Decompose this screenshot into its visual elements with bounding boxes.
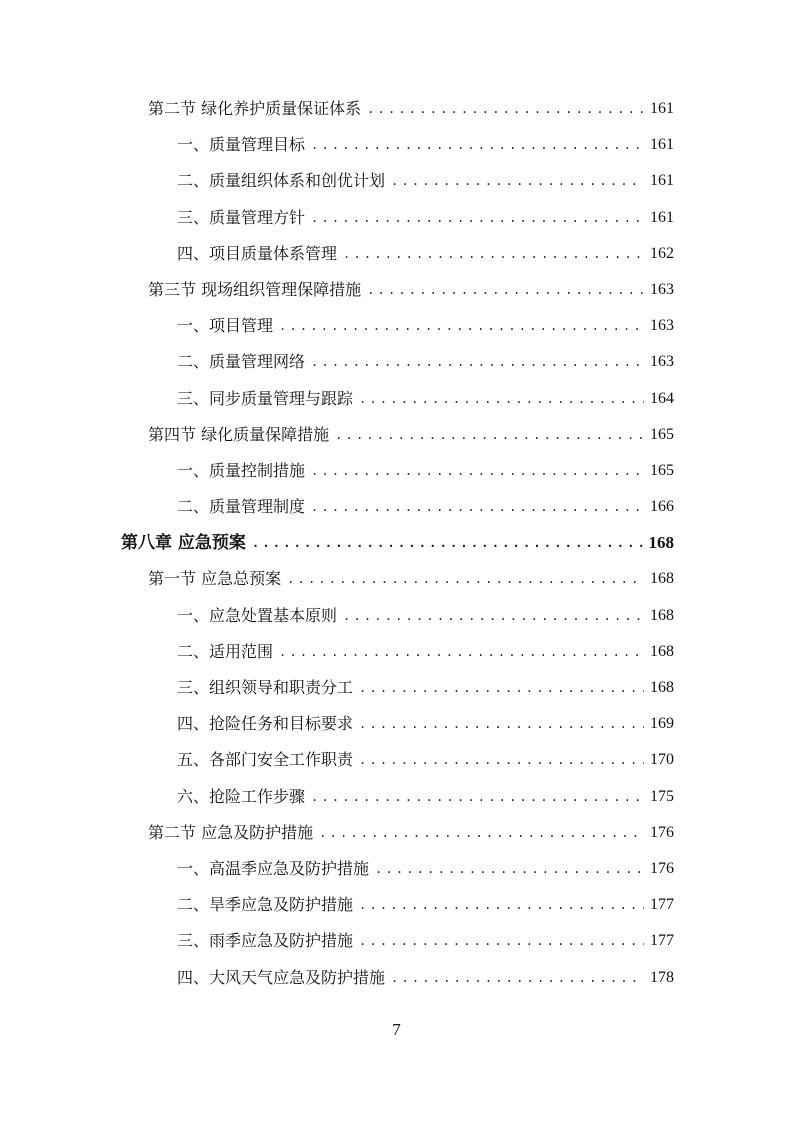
toc-section-entry[interactable] <box>0 91 793 127</box>
toc-subsection-entry[interactable] <box>0 742 793 778</box>
toc-dot-leader <box>391 960 644 996</box>
toc-dot-leader <box>311 779 644 815</box>
toc-entry-page: 166 <box>650 498 674 516</box>
toc-entry-page: 176 <box>650 859 674 877</box>
toc-dot-leader <box>367 91 644 127</box>
toc-section-entry[interactable] <box>0 815 793 851</box>
toc-entry-label: 第三节 现场组织管理保障措施 <box>148 279 362 299</box>
toc-entry-page: 175 <box>650 787 674 805</box>
toc-entry-page: 165 <box>650 461 674 479</box>
toc-subsection-entry[interactable] <box>0 598 793 634</box>
toc-entry-label: 第四节 绿化质量保障措施 <box>148 424 330 444</box>
toc-dot-leader <box>311 453 644 489</box>
toc-entry-label: 一、应急处置基本原则 <box>177 605 338 625</box>
toc-dot-leader <box>367 272 644 308</box>
toc-entry-page: 168 <box>650 642 674 660</box>
toc-entry-page: 168 <box>650 606 674 624</box>
toc-entry-label: 六、抢险工作步骤 <box>177 786 306 806</box>
toc-entry-page: 178 <box>650 968 674 986</box>
toc-section-entry[interactable] <box>0 272 793 308</box>
toc-subsection-entry[interactable] <box>0 163 793 199</box>
toc-subsection-entry[interactable] <box>0 236 793 272</box>
toc-dot-leader <box>311 344 644 380</box>
toc-entry-label: 一、高温季应急及防护措施 <box>177 858 370 878</box>
toc-subsection-entry[interactable] <box>0 634 793 670</box>
toc-entry-page: 161 <box>650 100 674 117</box>
toc-entry-page: 161 <box>650 208 674 226</box>
toc-section-entry[interactable] <box>0 417 793 453</box>
toc-entry-page: 168 <box>650 570 674 588</box>
toc-entry-page: 177 <box>650 896 674 914</box>
toc-dot-leader <box>343 598 644 634</box>
toc-entry-page: 163 <box>650 280 674 298</box>
page-number: 7 <box>392 1020 401 1039</box>
toc-dot-leader <box>319 815 644 851</box>
toc-dot-leader <box>252 525 644 561</box>
toc-entry-label: 四、大风天气应急及防护措施 <box>177 967 386 987</box>
toc-entry-label: 二、质量组织体系和创优计划 <box>177 171 386 191</box>
toc-subsection-entry[interactable] <box>0 779 793 815</box>
toc-entry-label: 三、质量管理方针 <box>177 207 306 227</box>
toc-subsection-entry[interactable] <box>0 127 793 163</box>
toc-entry-label: 第一节 应急总预案 <box>148 569 282 589</box>
toc-dot-leader <box>335 417 644 453</box>
toc-entry-label: 三、同步质量管理与跟踪 <box>177 388 354 408</box>
toc-entry-page: 168 <box>648 533 674 553</box>
toc-entry-page: 165 <box>650 425 674 443</box>
toc-entry-label: 四、项目质量体系管理 <box>177 243 338 263</box>
toc-dot-leader <box>311 200 644 236</box>
toc-entry-label: 二、适用范围 <box>177 641 274 661</box>
toc-entry-label: 一、项目管理 <box>177 316 274 336</box>
toc-subsection-entry[interactable] <box>0 453 793 489</box>
toc-entry-label: 三、雨季应急及防护措施 <box>177 931 354 951</box>
toc-entry-page: 177 <box>650 932 674 950</box>
toc-chapter-entry[interactable] <box>0 525 793 561</box>
toc-entry-label: 一、质量控制措施 <box>177 460 306 480</box>
toc-entry-label: 四、抢险任务和目标要求 <box>177 714 354 734</box>
toc-entry-page: 161 <box>650 172 674 190</box>
toc-entry-page: 170 <box>650 751 674 769</box>
toc-subsection-entry[interactable] <box>0 381 793 417</box>
toc-subsection-entry[interactable] <box>0 344 793 380</box>
toc-dot-leader <box>343 236 644 272</box>
toc-subsection-entry[interactable] <box>0 489 793 525</box>
toc-subsection-entry[interactable] <box>0 706 793 742</box>
toc-entry-label: 二、旱季应急及防护措施 <box>177 895 354 915</box>
toc-subsection-entry[interactable] <box>0 887 793 923</box>
toc-dot-leader <box>287 561 644 597</box>
toc-dot-leader <box>359 887 644 923</box>
toc-entry-label: 第二节 绿化养护质量保证体系 <box>148 99 362 118</box>
toc-entry-page: 162 <box>650 244 674 262</box>
toc-subsection-entry[interactable] <box>0 308 793 344</box>
toc-section-entry[interactable] <box>0 561 793 597</box>
toc-dot-leader <box>359 923 644 959</box>
toc-entry-page: 163 <box>650 317 674 335</box>
toc-dot-leader <box>359 742 644 778</box>
toc-dot-leader <box>279 634 644 670</box>
toc-entry-label: 第八章 应急预案 <box>121 533 246 554</box>
toc-entry-page: 161 <box>650 136 674 154</box>
toc-dot-leader <box>311 127 644 163</box>
toc-entry-page: 163 <box>650 353 674 371</box>
toc-dot-leader <box>359 670 644 706</box>
toc-entry-page: 176 <box>650 823 674 841</box>
toc-dot-leader <box>279 308 644 344</box>
toc-dot-leader <box>375 851 644 887</box>
toc-entry-label: 三、组织领导和职责分工 <box>177 678 354 697</box>
toc-subsection-entry[interactable] <box>0 200 793 236</box>
toc-entry-label: 二、质量管理网络 <box>177 352 306 372</box>
toc-entry-label: 五、各部门安全工作职责 <box>177 750 354 770</box>
toc-entry-label: 一、质量管理目标 <box>177 135 306 155</box>
toc-subsection-entry[interactable] <box>0 923 793 959</box>
toc-entry-label: 第二节 应急及防护措施 <box>148 822 314 842</box>
toc-dot-leader <box>359 381 644 417</box>
toc-dot-leader <box>359 706 644 742</box>
toc-subsection-entry[interactable] <box>0 670 793 706</box>
toc-entry-page: 168 <box>650 679 674 696</box>
table-of-contents <box>0 91 793 996</box>
toc-dot-leader <box>391 163 644 199</box>
toc-subsection-entry[interactable] <box>0 851 793 887</box>
toc-subsection-entry[interactable] <box>0 960 793 996</box>
toc-entry-page: 164 <box>650 389 674 407</box>
toc-entry-page: 169 <box>650 715 674 733</box>
toc-dot-leader <box>311 489 644 525</box>
toc-entry-label: 二、质量管理制度 <box>177 497 306 517</box>
